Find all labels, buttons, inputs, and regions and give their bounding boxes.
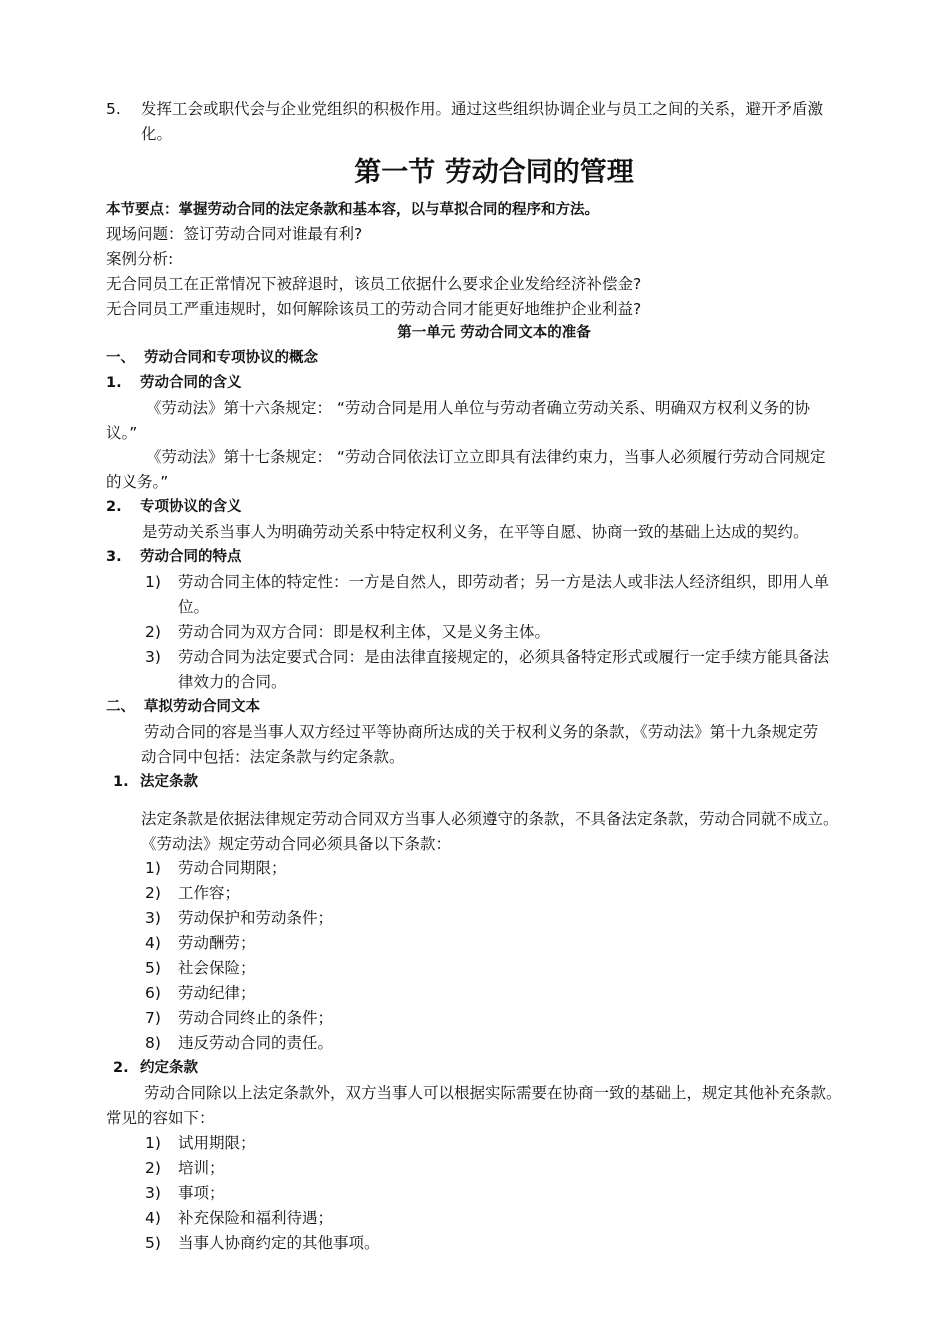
key-points: 本节要点：掌握劳动合同的法定条款和基本容，以与草拟合同的程序和方法。	[106, 202, 599, 218]
list-item: 劳动合同终止的条件；	[178, 1009, 334, 1027]
unit-title: 第一单元 劳动合同文本的准备	[397, 325, 591, 341]
list-item: 劳动合同为法定要式合同：是由法律直接规定的，必须具备特定形式或履行一定手续方能具备法	[178, 648, 830, 666]
subheading-number: 1.	[113, 774, 129, 790]
list-number: 1)	[145, 1134, 161, 1152]
list-item: 劳动合同期限；	[178, 859, 287, 877]
paragraph-line: 《劳动法》第十六条规定： “劳动合同是用人单位与劳动者确立劳动关系、明确双方权利义务的协	[146, 399, 810, 417]
case-line: 无合同员工在正常情况下被辞退时，该员工依据什么要求企业发给经济补偿金?	[106, 275, 642, 293]
case-line: 无合同员工严重违规时，如何解除该员工的劳动合同才能更好地维护企业利益?	[106, 300, 642, 318]
paragraph-line: 动合同中包括：法定条款与约定条款。	[141, 748, 405, 766]
list-item: 社会保险；	[178, 959, 256, 977]
list-item: 试用期限；	[178, 1134, 256, 1152]
list-item: 律效力的合同。	[178, 673, 287, 691]
paragraph-line: 议。”	[106, 424, 138, 442]
heading: 劳动合同和专项协议的概念	[144, 350, 318, 366]
list-number: 5)	[145, 959, 161, 977]
list-item: 违反劳动合同的责任。	[178, 1034, 334, 1052]
subheading: 约定条款	[140, 1060, 198, 1076]
list-item: 劳动合同为双方合同：即是权利主体，又是义务主体。	[178, 623, 551, 641]
subheading-number: 2.	[113, 1060, 129, 1076]
list-number: 1)	[145, 859, 161, 877]
list-number: 8)	[145, 1034, 161, 1052]
subheading-number: 3.	[106, 549, 122, 565]
heading: 草拟劳动合同文本	[144, 699, 260, 715]
list-item: 当事人协商约定的其他事项。	[178, 1234, 380, 1252]
paragraph-line: 《劳动法》第十七条规定： “劳动合同依法订立立即具有法律约束力，当事人必须履行劳动合同规定	[146, 448, 826, 466]
paragraph-line: 常见的容如下：	[106, 1109, 215, 1127]
list-item: 位。	[178, 598, 210, 616]
list-number: 7)	[145, 1009, 161, 1027]
list-number: 3)	[145, 648, 161, 666]
paragraph-line: 化。	[141, 125, 173, 143]
paragraph-line: 劳动合同的容是当事人双方经过平等协商所达成的关于权利义务的条款，《劳动法》第十九条规定劳	[144, 723, 819, 741]
list-number: 3)	[145, 1184, 161, 1202]
list-number: 5.	[106, 100, 121, 118]
section-title: 第一节 劳动合同的管理	[354, 157, 634, 188]
paragraph-line: 《劳动法》规定劳动合同必须具备以下条款：	[141, 835, 452, 853]
heading-number: 一、	[106, 350, 135, 366]
list-number: 2)	[145, 1159, 161, 1177]
list-item: 事项；	[178, 1184, 225, 1202]
heading-number: 二、	[106, 699, 135, 715]
question-line: 现场问题：签订劳动合同对谁最有利?	[106, 225, 363, 243]
list-item: 工作容；	[178, 884, 241, 902]
list-number: 4)	[145, 934, 161, 952]
subheading: 专项协议的含义	[140, 499, 242, 515]
subheading: 法定条款	[140, 774, 198, 790]
paragraph-line: 的义务。”	[106, 473, 169, 491]
paragraph-line: 发挥工会或职代会与企业党组织的积极作用。通过这些组织协调企业与员工之间的关系，避开矛盾激	[141, 100, 824, 118]
paragraph-line: 劳动合同除以上法定条款外，双方当事人可以根据实际需要在协商一致的基础上，规定其他补充条款。	[144, 1084, 842, 1102]
list-item: 劳动酬劳；	[178, 934, 256, 952]
list-number: 3)	[145, 909, 161, 927]
subheading-number: 1.	[106, 375, 122, 391]
list-item: 劳动纪律；	[178, 984, 256, 1002]
list-number: 1)	[145, 573, 161, 591]
list-item: 劳动保护和劳动条件；	[178, 909, 334, 927]
list-item: 劳动合同主体的特定性：一方是自然人，即劳动者；另一方是法人或非法人经济组织，即用人单	[178, 573, 830, 591]
paragraph-line: 法定条款是依据法律规定劳动合同双方当事人必须遵守的条款，不具备法定条款，劳动合同就不成立。	[141, 810, 839, 828]
paragraph-line: 是劳动关系当事人为明确劳动关系中特定权利义务，在平等自愿、协商一致的基础上达成的契约。	[142, 523, 809, 541]
list-number: 4)	[145, 1209, 161, 1227]
list-number: 6)	[145, 984, 161, 1002]
subheading: 劳动合同的含义	[140, 375, 242, 391]
case-label: 案例分析:	[106, 250, 174, 268]
subheading-number: 2.	[106, 499, 122, 515]
list-number: 2)	[145, 623, 161, 641]
list-item: 培训；	[178, 1159, 225, 1177]
list-number: 5)	[145, 1234, 161, 1252]
list-number: 2)	[145, 884, 161, 902]
subheading: 劳动合同的特点	[140, 549, 242, 565]
list-item: 补充保险和福利待遇；	[178, 1209, 334, 1227]
